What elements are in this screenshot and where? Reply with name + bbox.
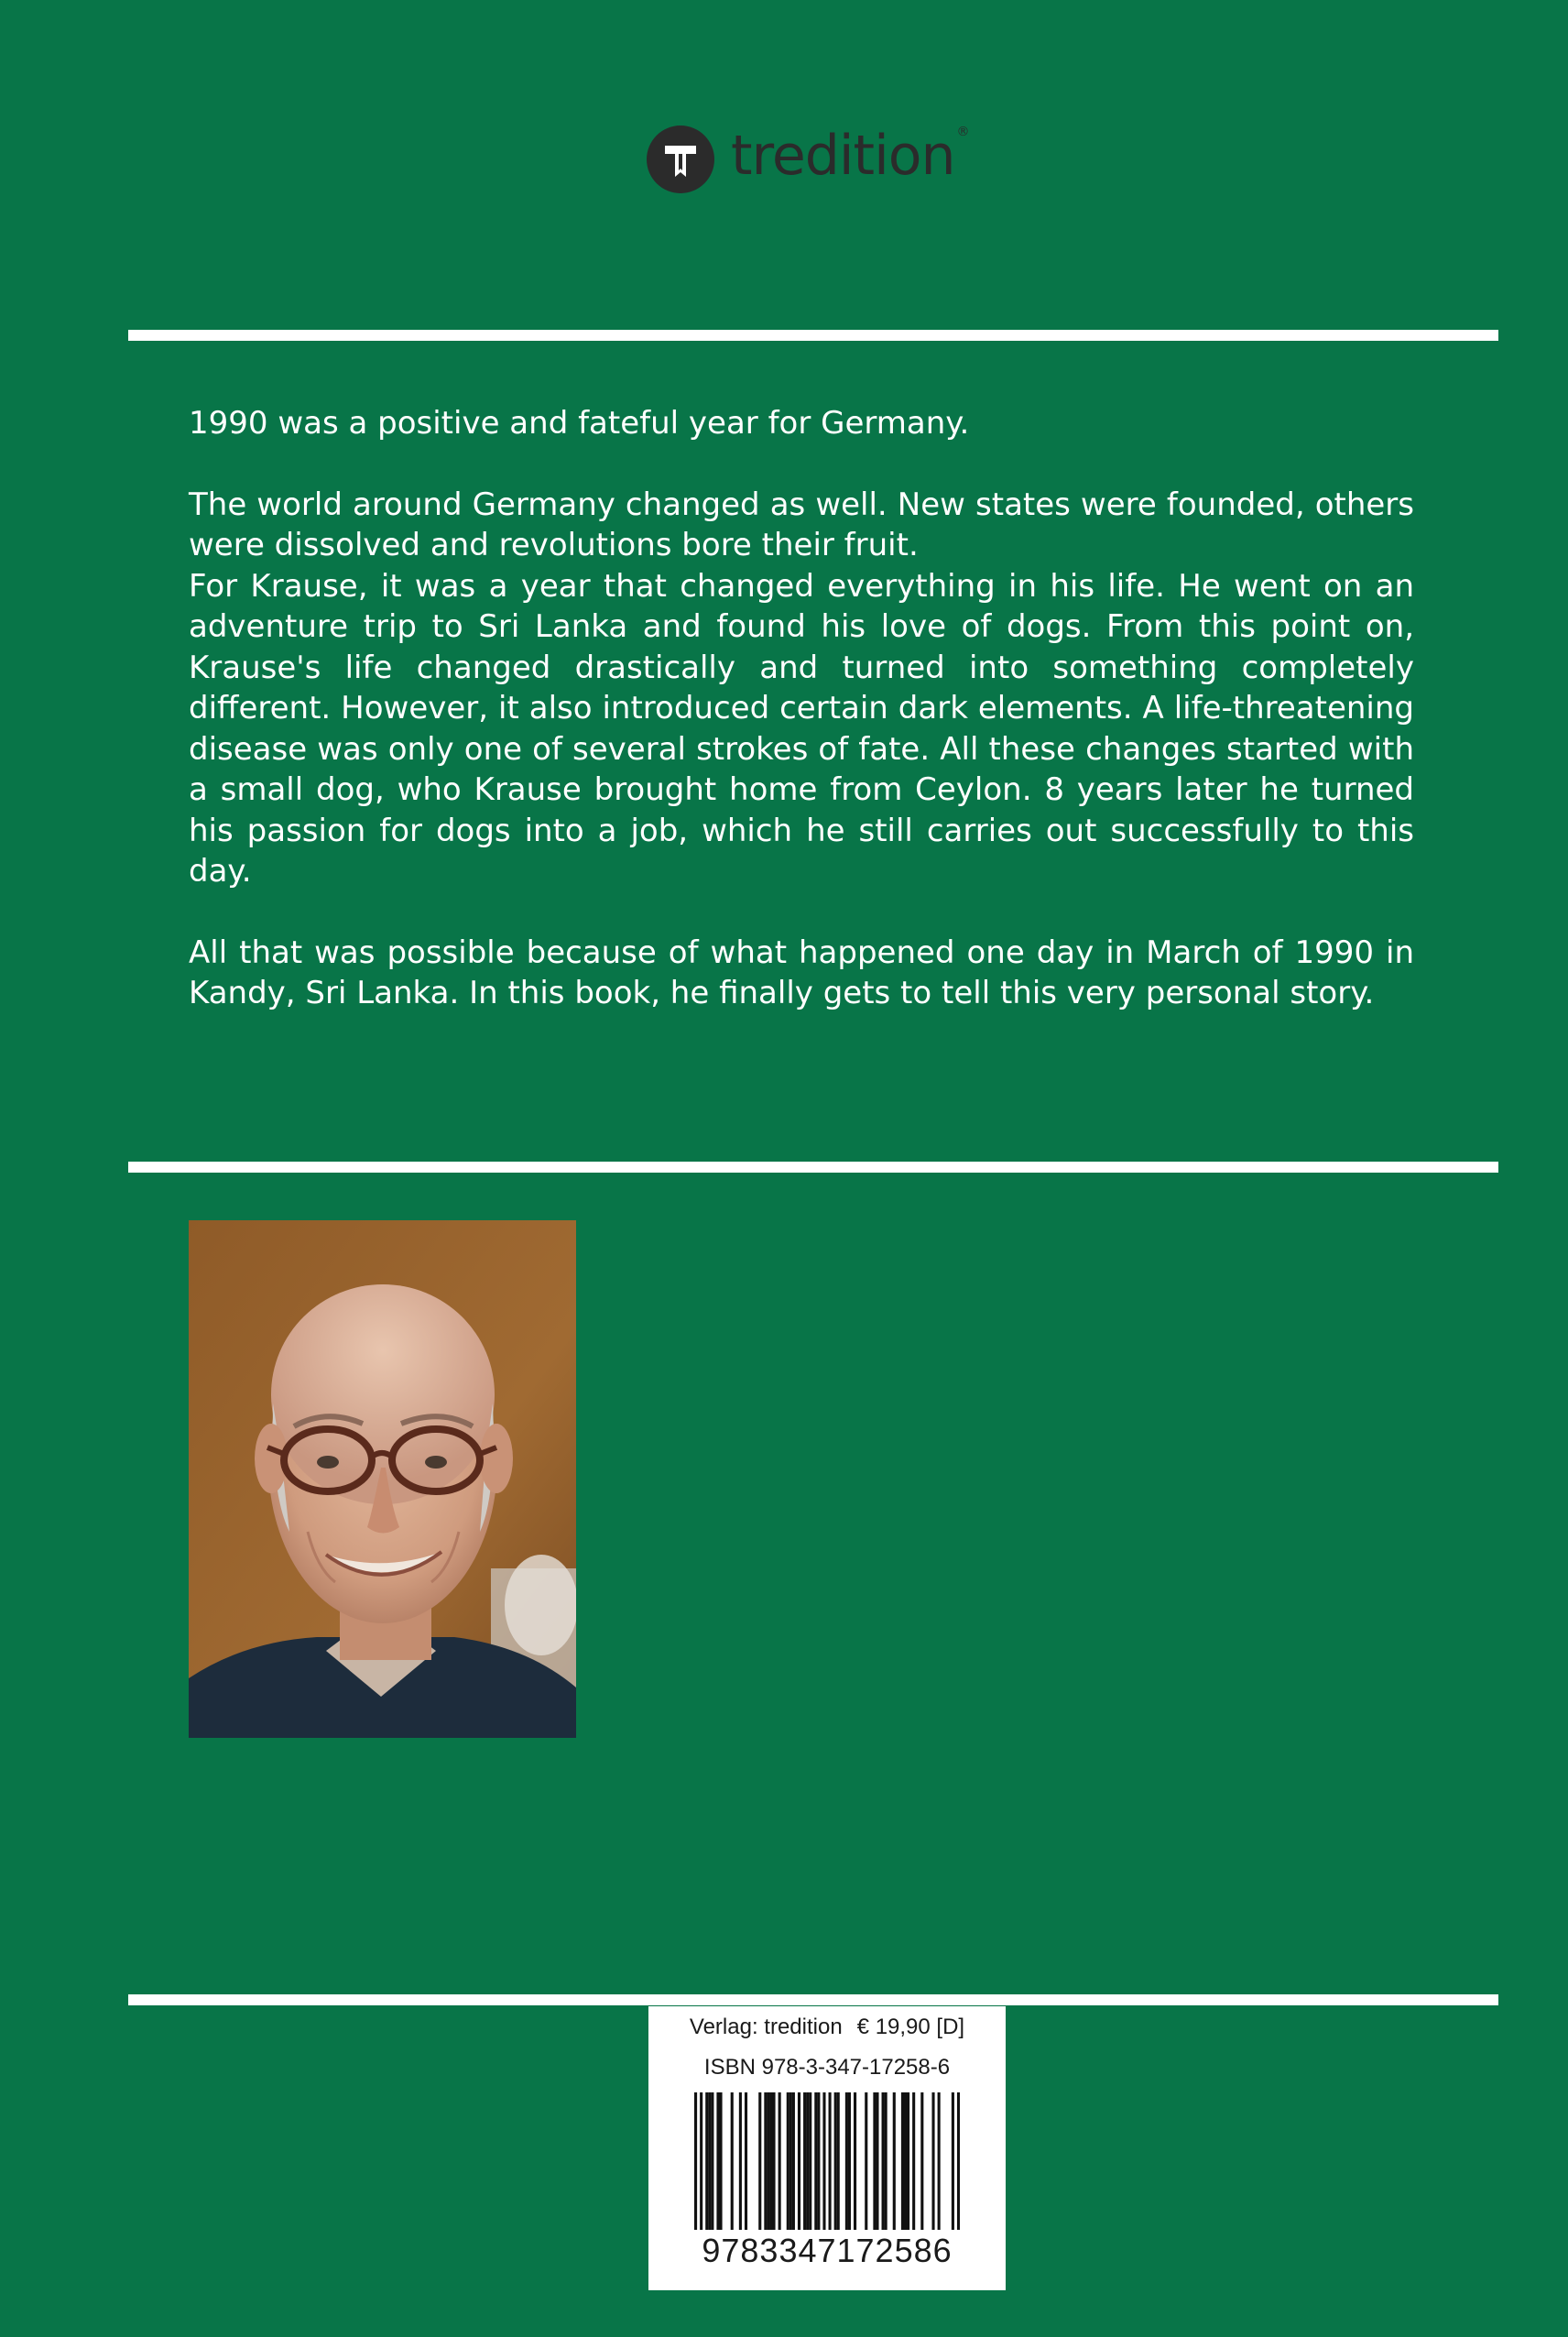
price-label: € 19,90 [D] [856,2015,965,2039]
barcode-bar [798,2092,800,2230]
barcode-bar [700,2092,702,2230]
barcode-bar [789,2092,792,2230]
barcode-bar [848,2092,851,2230]
barcode-bar [901,2092,904,2230]
barcode-bar [694,2092,697,2230]
barcode-bar [764,2092,767,2230]
ean-digits: 9783347172586 [702,2232,953,2269]
publisher-wordmark: tredition [731,124,955,188]
barcode-bar [731,2092,734,2230]
barcode-bar [837,2092,840,2230]
barcode-bar [787,2092,789,2230]
barcode-bar [769,2092,772,2230]
barcode-bar [739,2092,742,2230]
barcode-bar [876,2092,878,2230]
barcode-bar [809,2092,811,2230]
barcode-bar [957,2092,960,2230]
barcode-bar [711,2092,713,2230]
barcode-bar [814,2092,817,2230]
author-photo [189,1220,576,1738]
publisher-logo [647,125,969,194]
blurb-paragraph-3: For Krause, it was a year that changed everything in his life. He went on an adventure trip to Sri Lanka and found his love of dogs. From this point on, Krause's life changed drastically and turned into something completely different. However, it also introduced certain dark elements. A life-threatening disease was only one of several strokes of fate. All these changes started with a small dog, who Krause brought home from Ceylon. 8 years later he turned his passion for dogs into a job, which he still carries out successfully to this day. [189,567,1414,890]
barcode-bar [931,2092,934,2230]
barcode-bar [882,2092,885,2230]
barcode-bar [829,2092,832,2230]
barcode-bar [806,2092,809,2230]
isbn-barcode-box [648,2006,1006,2290]
barcode-bar [885,2092,887,2230]
barcode-bar [745,2092,747,2230]
barcode-bar [938,2092,941,2230]
barcode-bar [772,2092,775,2230]
blurb-paragraph-2: The world around Germany changed as well. New states were founded, others were dissolved and revolutions bore their fruit. [189,486,1414,563]
barcode-bar [920,2092,923,2230]
middle-divider [128,1162,1498,1173]
barcode-bar [705,2092,708,2230]
barcode-bar [907,2092,909,2230]
bottom-divider [128,1994,1498,2005]
barcode-bar [803,2092,806,2230]
barcode-bar [912,2092,915,2230]
barcode-bar [779,2092,781,2230]
barcode-bar [893,2092,896,2230]
isbn-label: ISBN 978-3-347-17258-6 [703,2055,951,2080]
barcode-bar [822,2092,825,2230]
publisher-price-line [648,2014,1006,2041]
barcode-bar [873,2092,876,2230]
barcode-bar [845,2092,848,2230]
barcode-bar [854,2092,856,2230]
barcode-bar [758,2092,761,2230]
top-divider [128,330,1498,341]
book-blurb [189,403,1414,1014]
blurb-paragraph-4: All that was possible because of what happened one day in March of 1990 in Kandy, Sri Lanka. In this book, he finally gets to tell this very personal story. [189,934,1414,1011]
barcode-bar [767,2092,769,2230]
barcode-bar [952,2092,954,2230]
blurb-paragraph-1: 1990 was a positive and fateful year for Germany. [189,405,970,442]
tredition-emblem-icon [647,126,714,193]
barcode-bar [716,2092,719,2230]
barcode-bar [865,2092,867,2230]
publisher-label: Verlag: tredition [689,2015,843,2039]
registered-mark: ® [956,125,970,139]
barcode-bars [694,2092,960,2230]
barcode-bar [834,2092,837,2230]
barcode-bar [792,2092,795,2230]
barcode-bar [719,2092,722,2230]
barcode-bar [904,2092,907,2230]
barcode-bar [708,2092,711,2230]
barcode-bar [817,2092,820,2230]
